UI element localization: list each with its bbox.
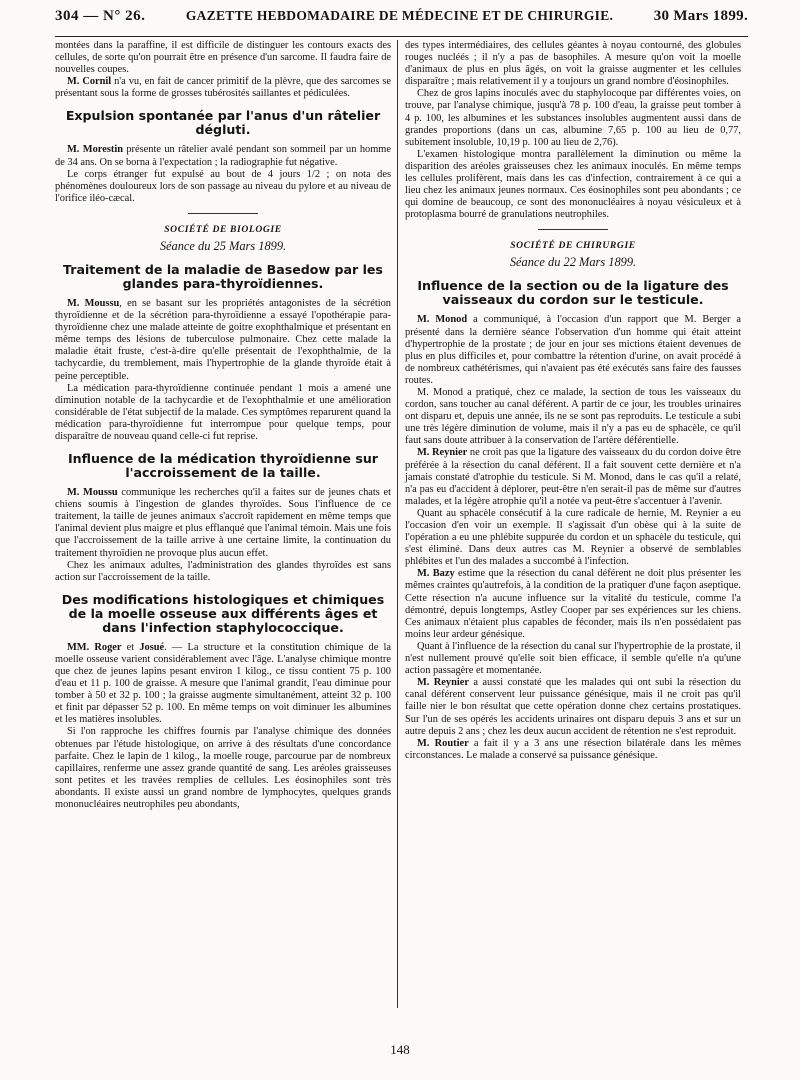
- society-heading: SOCIÉTÉ DE CHIRURGIE: [510, 240, 636, 252]
- speaker-name: M. Morestin: [67, 144, 123, 156]
- speaker-name: M. Reynier: [417, 447, 468, 459]
- section-divider: [188, 213, 258, 214]
- two-column-body: [55, 40, 748, 1008]
- paragraph-text: a communiqué, à l'occasion d'un rapport que M. Berger a présenté dans la dernière séance l'observation d'un homme qui était atteint d'hypertrophie de la prostate ; de jour en jour ses mictions étaient devenues de plus en plus difficiles et, pour combattre la rétention d'urine, on avait procédé à de nombreux cathétérismes, qui n'avaient pas été exécutés sans faire des fausses routes.: [405, 314, 741, 386]
- paragraph: [55, 76, 391, 100]
- page-number: 304 — N° 26.: [55, 8, 146, 24]
- paragraph: [405, 447, 741, 507]
- paragraph: [405, 738, 741, 762]
- speaker-name: M. Reynier: [417, 677, 469, 689]
- paragraph-text: présente un râtelier avalé pendant son sommeil par un homme de 34 ans. On se borna à l'expectation ; la radiographie fut négative.: [55, 144, 391, 168]
- paragraph: des types intermédiaires, des cellules géantes à noyau contourné, des globules rouges nucléés ; il n'y a pas de basophiles. A mesure qu'on voit la moelle d'animaux de plus en plus âgés, on voit la graisse augmenter et les cellules disparaître ; mais relativement il y a toujours un grand nombre d'éosinophiles.: [405, 40, 741, 88]
- paragraph: [405, 677, 741, 737]
- paragraph-text: estime que la résection du canal déférent ne doit plus présenter les mêmes craintes qu'autrefois, à la condition de la pratiquer d'une façon aseptique. Cette résection n'a aucune influence sur la vitalité du testicule, comme l'a démontré, depuis longtemps, Astley Cooper par ses expériences sur les chiens. Ces animaux n'étaient plus capables de féconder, mais ils n'en possédaient pas moins leur ardeur génésique.: [405, 568, 741, 640]
- session-date: Séance du 25 Mars 1899.: [159, 238, 287, 253]
- paragraph: [55, 144, 391, 168]
- article-heading: Expulsion spontanée par l'anus d'un râtelier dégluti.: [65, 108, 381, 138]
- paragraph: [55, 487, 391, 560]
- society-heading: SOCIÉTÉ DE BIOLOGIE: [164, 223, 282, 235]
- paragraph: Quant au sphacèle consécutif à la cure radicale de hernie, M. Reynier a eu l'occasion d'en voir un exemple. Il s'agissait d'un obèse qui à la suite de l'opération a eu une phlébite suppurée du cordon et un sphacèle du testicule, qui s'est éliminé. Dans deux autres cas M. Reynier a observé de semblables phlébites et l'un des malades a succombé à l'infection.: [405, 507, 741, 568]
- section-divider: [538, 229, 608, 230]
- paragraph: [405, 314, 741, 387]
- speaker-name: M. Bazy: [417, 568, 455, 580]
- paragraph-text: . — La structure et la constitution chimique de la moelle osseuse varient considérablement avec l'âge. L'analyse chimique montre que chez de jeunes lapins pesant environ 1 kilog., ce tissu contient 75 p. 100 d'eau et 11 p. 100 de graisse. A mesure que l'animal grandit, l'eau diminue pour tomber à 50 et 32 p. 100 ; la graisse augmente simultanément, atteint 32 p. 100 et finit par dépasser 52 p. 100. En même temps on voit diminuer les albumines et les matières insolubles.: [55, 641, 391, 726]
- journal-title: GAZETTE HEBDOMADAIRE DE MÉDECINE ET DE CHIRURGIE.: [185, 8, 614, 23]
- paragraph: L'examen histologique montra parallèlement la diminution ou même la disparition des aréoles graisseuses chez les animaux inoculés. En même temps les cellules prolifèrent, mais dans les cas d'infection, contrairement à ce qui a lieu chez les animaux jeunes normaux. Ces éosinophiles sont peu abondants ; ce qui domine de beaucoup, ce sont des mononucléaires à noyau vésiculeux et à protoplasma bourré de granulations neutrophiles.: [405, 148, 741, 221]
- left-column: [55, 40, 398, 1008]
- paragraph: [405, 568, 741, 641]
- issue-date: 30 Mars 1899.: [653, 8, 748, 24]
- paragraph: La médication para-thyroïdienne continuée pendant 1 mois a amené une diminution notable de la tachycardie et de l'exophthalmie et une amélioration considérable de l'état subjectif de la malade. Ces symptômes reparurent quand la médication para-thyroïdienne fut interrompue pour quelque temps, pour disparaître de nouveau quand celle-ci fut reprise.: [55, 382, 391, 442]
- article-heading: Traitement de la maladie de Basedow par les glandes para-thyroïdiennes.: [63, 261, 383, 291]
- paragraph: [55, 298, 391, 383]
- right-column: [398, 40, 741, 1008]
- paragraph: M. Monod a pratiqué, chez ce malade, la section de tous les vaisseaux du cordon, sans toucher au canal déférent. A partir de ce jour, les troubles urinaires ont disparu et, depuis une année, ils ne se sont pas reproduits. Le testicule a subi une très légère diminution de volume, mais il n'y a pas eu de sphacèle, ce qu'il faut sans doute attribuer à la conservation de l'artère déférentielle.: [405, 386, 741, 447]
- running-header: [55, 8, 748, 37]
- paragraph-text: communique les recherches qu'il a faites sur de jeunes chats et chiens soumis à l'ingestion de glandes thyroïdes. Sous l'influence de ce traitement, la taille de jeunes animaux s'accroît rapidement en même temps que l'animal devient plus maigre et plus efflanqué que l'animal témoin. Mais une fois que l'accroissement de la taille arrive à une certaine limite, la continuation du traitement thyroïdien ne provoque plus aucun effet.: [55, 487, 391, 559]
- speaker-name: Josué: [139, 641, 165, 653]
- session-date: Séance du 22 Mars 1899.: [509, 255, 637, 270]
- article-heading: Influence de la section ou de la ligature des vaisseaux du cordon sur le testicule.: [417, 278, 729, 308]
- article-heading: Influence de la médication thyroïdienne sur l'accroissement de la taille.: [67, 451, 379, 481]
- paragraph-text: a aussi constaté que les malades qui ont subi la résection du canal déférent conservent leur puissance génésique, mais il ne croit pas qu'il faille nier le bon résultat que cette opération donne chez certains prostatiques. Sur l'un de ses opérés les accidents urinaires ont disparu depuis 3 ans et sur un autre depuis 2 ans ; chez les deux aucun accident de rétention ne s'est reproduit.: [405, 677, 741, 737]
- speaker-name: MM. Roger: [67, 641, 122, 653]
- paragraph-text: et: [121, 641, 140, 653]
- paragraph-text: ne croit pas que la ligature des vaisseaux du du cordon doive être préférée à la résection du canal déférent. Il a fait souvent cette dernière et n'a jamais constaté d'atrophie du testicule. Si M. Monod, dans le cas qu'il a relaté, n'a pas eu d'accident à déplorer, peut-être n'en serait-il pas de même sur d'autres malades, et la légère atrophie qu'il a notée va peut-être s'accentuer à l'avenir.: [405, 447, 741, 507]
- folio-number: 148: [390, 1042, 410, 1057]
- speaker-name: M. Cornil: [67, 76, 112, 88]
- paragraph-text: , en se basant sur les propriétés antagonistes de la sécrétion thyroïdienne et de la sécrétion para-thyroïdienne a essayé l'opothérapie para-thyroïdienne chez une malade atteinte de goitre exophthalmique et présentant en même temps des lésions de tuberculose pulmonaire. Chez cette malade la maladie était fruste, c'est-à-dire qu'elle présentait de l'exophthalmie, de la tachycardie, du tremblement, mais l'hypertrophie de la glande thyroïde était à peine perceptible.: [55, 297, 392, 382]
- paragraph: Si l'on rapproche les chiffres fournis par l'analyse chimique des données obtenues par l'étude histologique, on arrive à des résultats d'une concordance parfaite. Chez le lapin de 1 kilog., la moelle rouge, parcourue par de nombreux capillaires, renferme une assez grande quantité de sang. Les aréoles graisseuses sont petites et les travées remplies de cellules. Les éosinophiles sont très abondants. Il existe aussi un grand nombre de lymphocytes, quelques grands mononucléaires neutrophiles peu abondants,: [55, 726, 391, 811]
- paragraph: Le corps étranger fut expulsé au bout de 4 jours 1/2 ; on nota des phénomènes douloureux lors de son passage au niveau du pylore et au niveau de l'orifice iléo-cæcal.: [55, 168, 391, 204]
- paragraph: Chez de gros lapins inoculés avec du staphylocoque par différentes voies, on trouve, par l'analyse chimique, jusqu'à 78 p. 100 d'eau, la graisse peut tomber à 4 p. 100, les albumines et les substances insolubles augmentent aussi dans de grandes proportions (dans un cas, albumine 7,65 p. 100 au lieu de 0,77, subitement insoluble, 10,19 p. 100 au lieu de 2,76).: [405, 88, 741, 148]
- paragraph: montées dans la paraffine, il est difficile de distinguer les contours exacts des cellules, de sorte qu'on pourrait être en présence d'un sarcome. Il faudra faire de nouvelles coupes.: [55, 40, 391, 76]
- paragraph-text: n'a vu, en fait de cancer primitif de la plèvre, que des sarcomes se présentant sous la forme de grosses tubérosités saillantes et pédiculées.: [55, 76, 391, 100]
- paragraph: [55, 642, 391, 727]
- article-heading: Des modifications histologiques et chimiques de la moelle osseuse aux différents âges et dans l'infection staphylococcique.: [61, 591, 385, 635]
- paragraph: Chez les animaux adultes, l'administration des glandes thyroïdes est sans action sur l'accroissement de la taille.: [55, 559, 391, 583]
- speaker-name: M. Moussu: [67, 297, 120, 309]
- paragraph-text: a fait il y a 3 ans une résection bilatérale dans les mêmes circonstances. Le malade a conservé sa puissance génésique.: [405, 737, 741, 761]
- speaker-name: M. Monod: [417, 314, 468, 326]
- speaker-name: M. Routier: [417, 737, 469, 749]
- paragraph: Quant à l'influence de la résection du canal sur l'hypertrophie de la prostate, il n'est nullement prouvé qu'elle soit bien efficace, il semble qu'elle n'a qu'une action passagère et momentanée.: [405, 640, 741, 677]
- speaker-name: M. Moussu: [67, 487, 118, 499]
